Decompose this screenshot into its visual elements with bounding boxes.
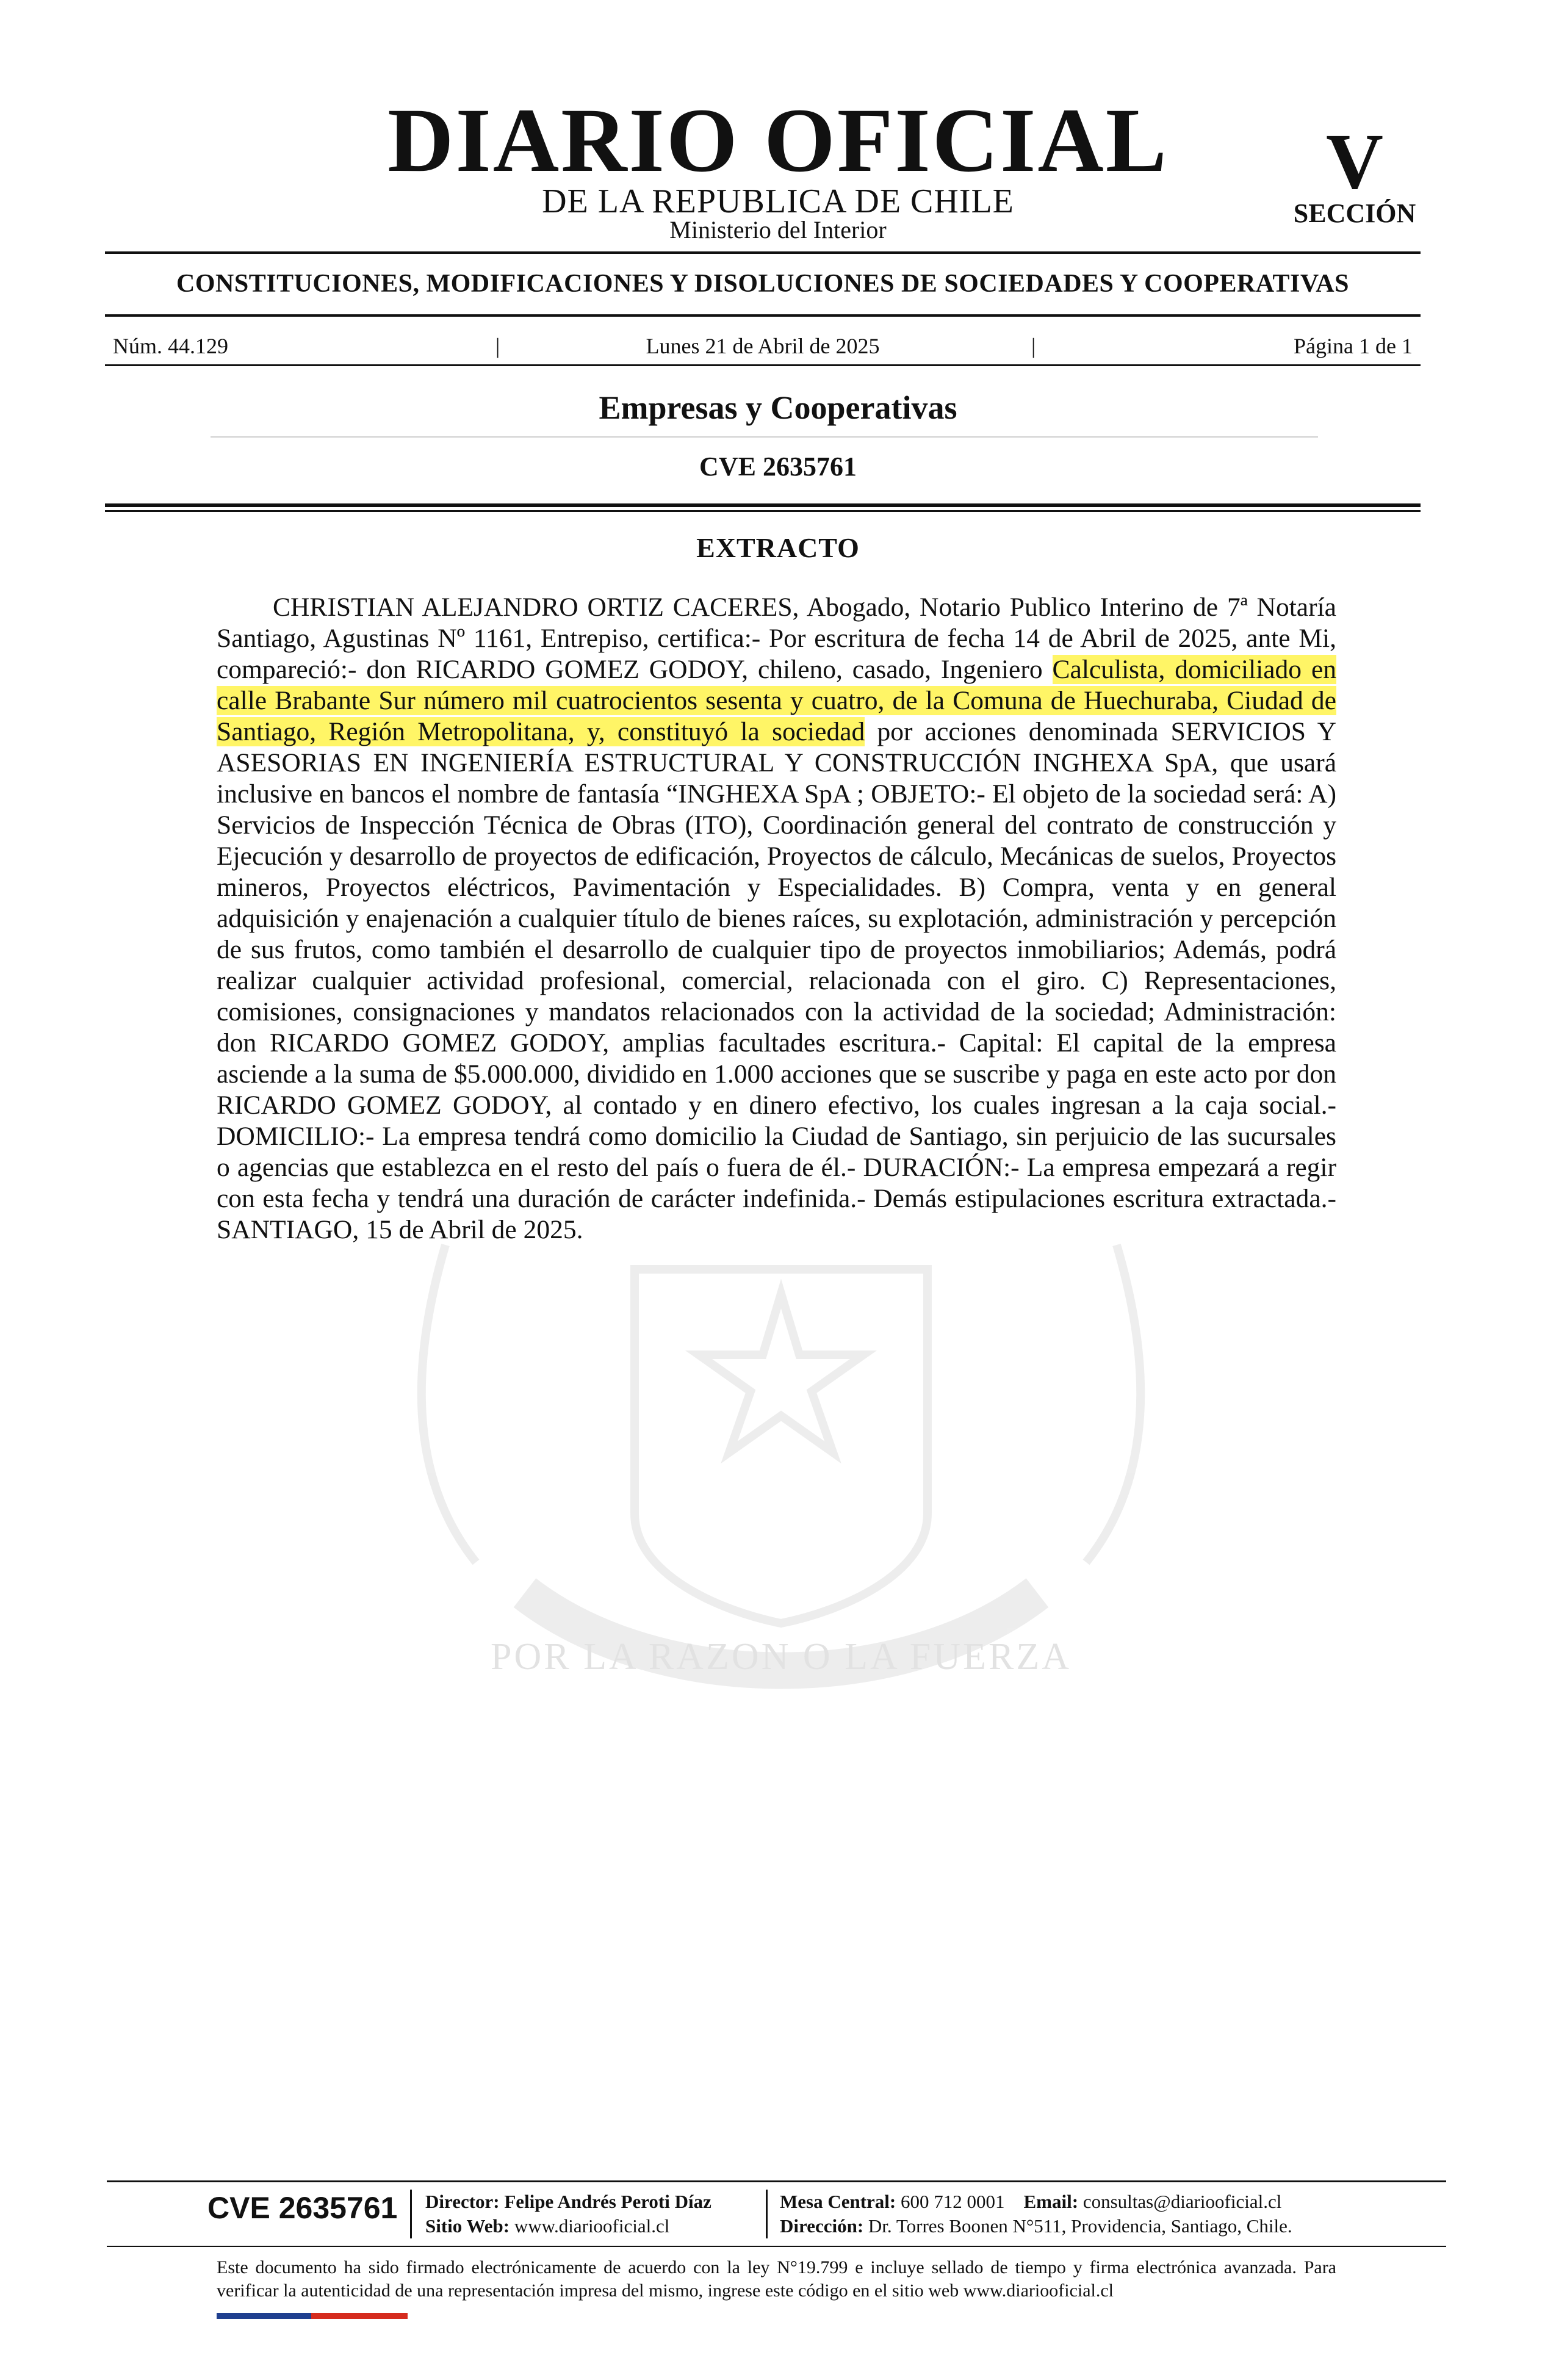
address-text: Dr. Torres Boonen N°511, Providencia, Santiago, Chile. — [868, 2215, 1292, 2237]
separator: | — [1031, 334, 1036, 358]
footer-cve-code: CVE 2635761 — [207, 2191, 398, 2225]
email-label: Email: — [1023, 2191, 1079, 2212]
issue-number: Núm. 44.129 — [113, 334, 228, 358]
extract-body — [217, 592, 1336, 1246]
divider — [105, 510, 1421, 512]
body-text-part2: por acciones denominada SERVICIOS Y ASESORIAS EN INGENIERÍA ESTRUCTURAL Y CONSTRUCCIÓN INGHEXA SpA, que usará inclusive en bancos el nombre de fantasía “INGHEXA SpA ; OBJETO:- El objeto de la sociedad será: A) Servicios de Inspección Técnica de Obras (ITO), Coordinación general del contrato de construcción y Ejecución y desarrollo de proyectos de edificación, Proyectos de cálculo, Mecánicas de suelos, Proyectos mineros, Proyectos eléctricos, Pavimentación y Especialidades. B) Compra, venta y en general adquisición y enajenación a cualquier título de bienes raíces, su explotación, administración y percepción de sus frutos, como también el desarrollo de cualquier tipo de proyectos inmobiliarios; Además, podrá realizar cualquier actividad profesional, comercial, relacionada con el giro. C) Representaciones, comisiones, consignaciones y mandatos relacionados con la actividad de la sociedad; Administración: don RICARDO GOMEZ GODOY, amplias facultades escritura.- Capital: El capital de la empresa asciende a la suma de $5.000.000, dividido en 1.000 acciones que se suscribe y paga en este acto por don RICARDO GOMEZ GODOY, al contado y en dinero efectivo, los cuales ingresan a la caja social.- DOMICILIO:- La empresa tendrá como domicilio la Ciudad de Santiago, sin perjuicio de las sucursales o agencias que establezca en el resto del país o fuera de él.- DURACIÓN:- La empresa empezará a regir con esta fecha y tendrá una duración de carácter indefinida.- Demás estipulaciones escritura extractada.- SANTIAGO, 15 de Abril de 2025. — [217, 717, 1336, 1244]
footer-divider — [107, 2180, 1446, 2182]
divider — [105, 503, 1421, 507]
separator: | — [495, 334, 500, 358]
masthead-subtitle: DE LA REPUBLICA DE CHILE — [542, 182, 1014, 220]
cve-code: CVE 2635761 — [699, 452, 857, 481]
footer-director-block — [425, 2190, 711, 2238]
address-label: Dirección: — [780, 2215, 864, 2237]
section-title: Empresas y Cooperativas — [599, 389, 957, 426]
website-link[interactable]: www.diariooficial.cl — [514, 2215, 670, 2237]
category-heading: CONSTITUCIONES, MODIFICACIONES Y DISOLUCIONES DE SOCIEDADES Y COOPERATIVAS — [176, 270, 1349, 298]
section-label: SECCIÓN — [1293, 198, 1416, 228]
phone-label: Mesa Central: — [780, 2191, 896, 2212]
footer-divider — [107, 2246, 1446, 2247]
divider — [211, 436, 1318, 438]
director-label: Director: — [425, 2191, 500, 2212]
divider — [105, 364, 1421, 366]
issue-date: Lunes 21 de Abril de 2025 — [646, 334, 880, 358]
masthead-title: DIARIO OFICIAL — [387, 90, 1169, 191]
highlighted-text: Calculista, domiciliado en calle Brabante Sur número mil cuatrocientos sesenta y cuatro, de la Comuna de Huechuraba, Ciudad de Santiago, Región Metropolitana, y, constituyó la sociedad — [217, 655, 1337, 746]
ministry-label: Ministerio del Interior — [669, 216, 887, 243]
footer-contact-block — [780, 2190, 1292, 2238]
flag-stripe-red — [311, 2313, 408, 2319]
section-letter: V — [1326, 118, 1383, 206]
footer-separator — [766, 2190, 768, 2238]
phone-number: 600 712 0001 — [901, 2191, 1005, 2212]
issue-info-bar — [113, 333, 1413, 359]
director-name: Felipe Andrés Peroti Díaz — [504, 2191, 711, 2212]
page-count: Página 1 de 1 — [1294, 334, 1413, 358]
coat-of-arms-watermark-icon — [293, 1196, 1269, 1745]
watermark-motto: POR LA RAZON O LA FUERZA — [490, 1636, 1072, 1678]
footer-separator — [410, 2190, 412, 2238]
divider — [105, 251, 1421, 254]
legal-notice: Este documento ha sido firmado electrónicamente de acuerdo con la ley N°19.799 e incluye sellado de tiempo y firma electrónica avanzada. Para verificar la autenticidad de una representación impresa del mismo, ingrese este código en el sitio web www.diariooficial.cl — [217, 2257, 1336, 2301]
divider — [105, 314, 1421, 317]
document-title: EXTRACTO — [696, 532, 860, 563]
flag-stripe-blue — [217, 2313, 311, 2319]
email-link[interactable]: consultas@diariooficial.cl — [1082, 2191, 1282, 2212]
body-text-part1: CHRISTIAN ALEJANDRO ORTIZ CACERES, Abogado, Notario Publico Interino de 7ª Notaría Santiago, Agustinas Nº 1161, Entrepiso, certifica:- Por escritura de fecha 14 de Abril de 2025, ante Mi, compareció:- don RICARDO GOMEZ GODOY, chileno, casado, Ingeniero — [217, 593, 1336, 684]
website-label: Sitio Web: — [425, 2215, 510, 2237]
